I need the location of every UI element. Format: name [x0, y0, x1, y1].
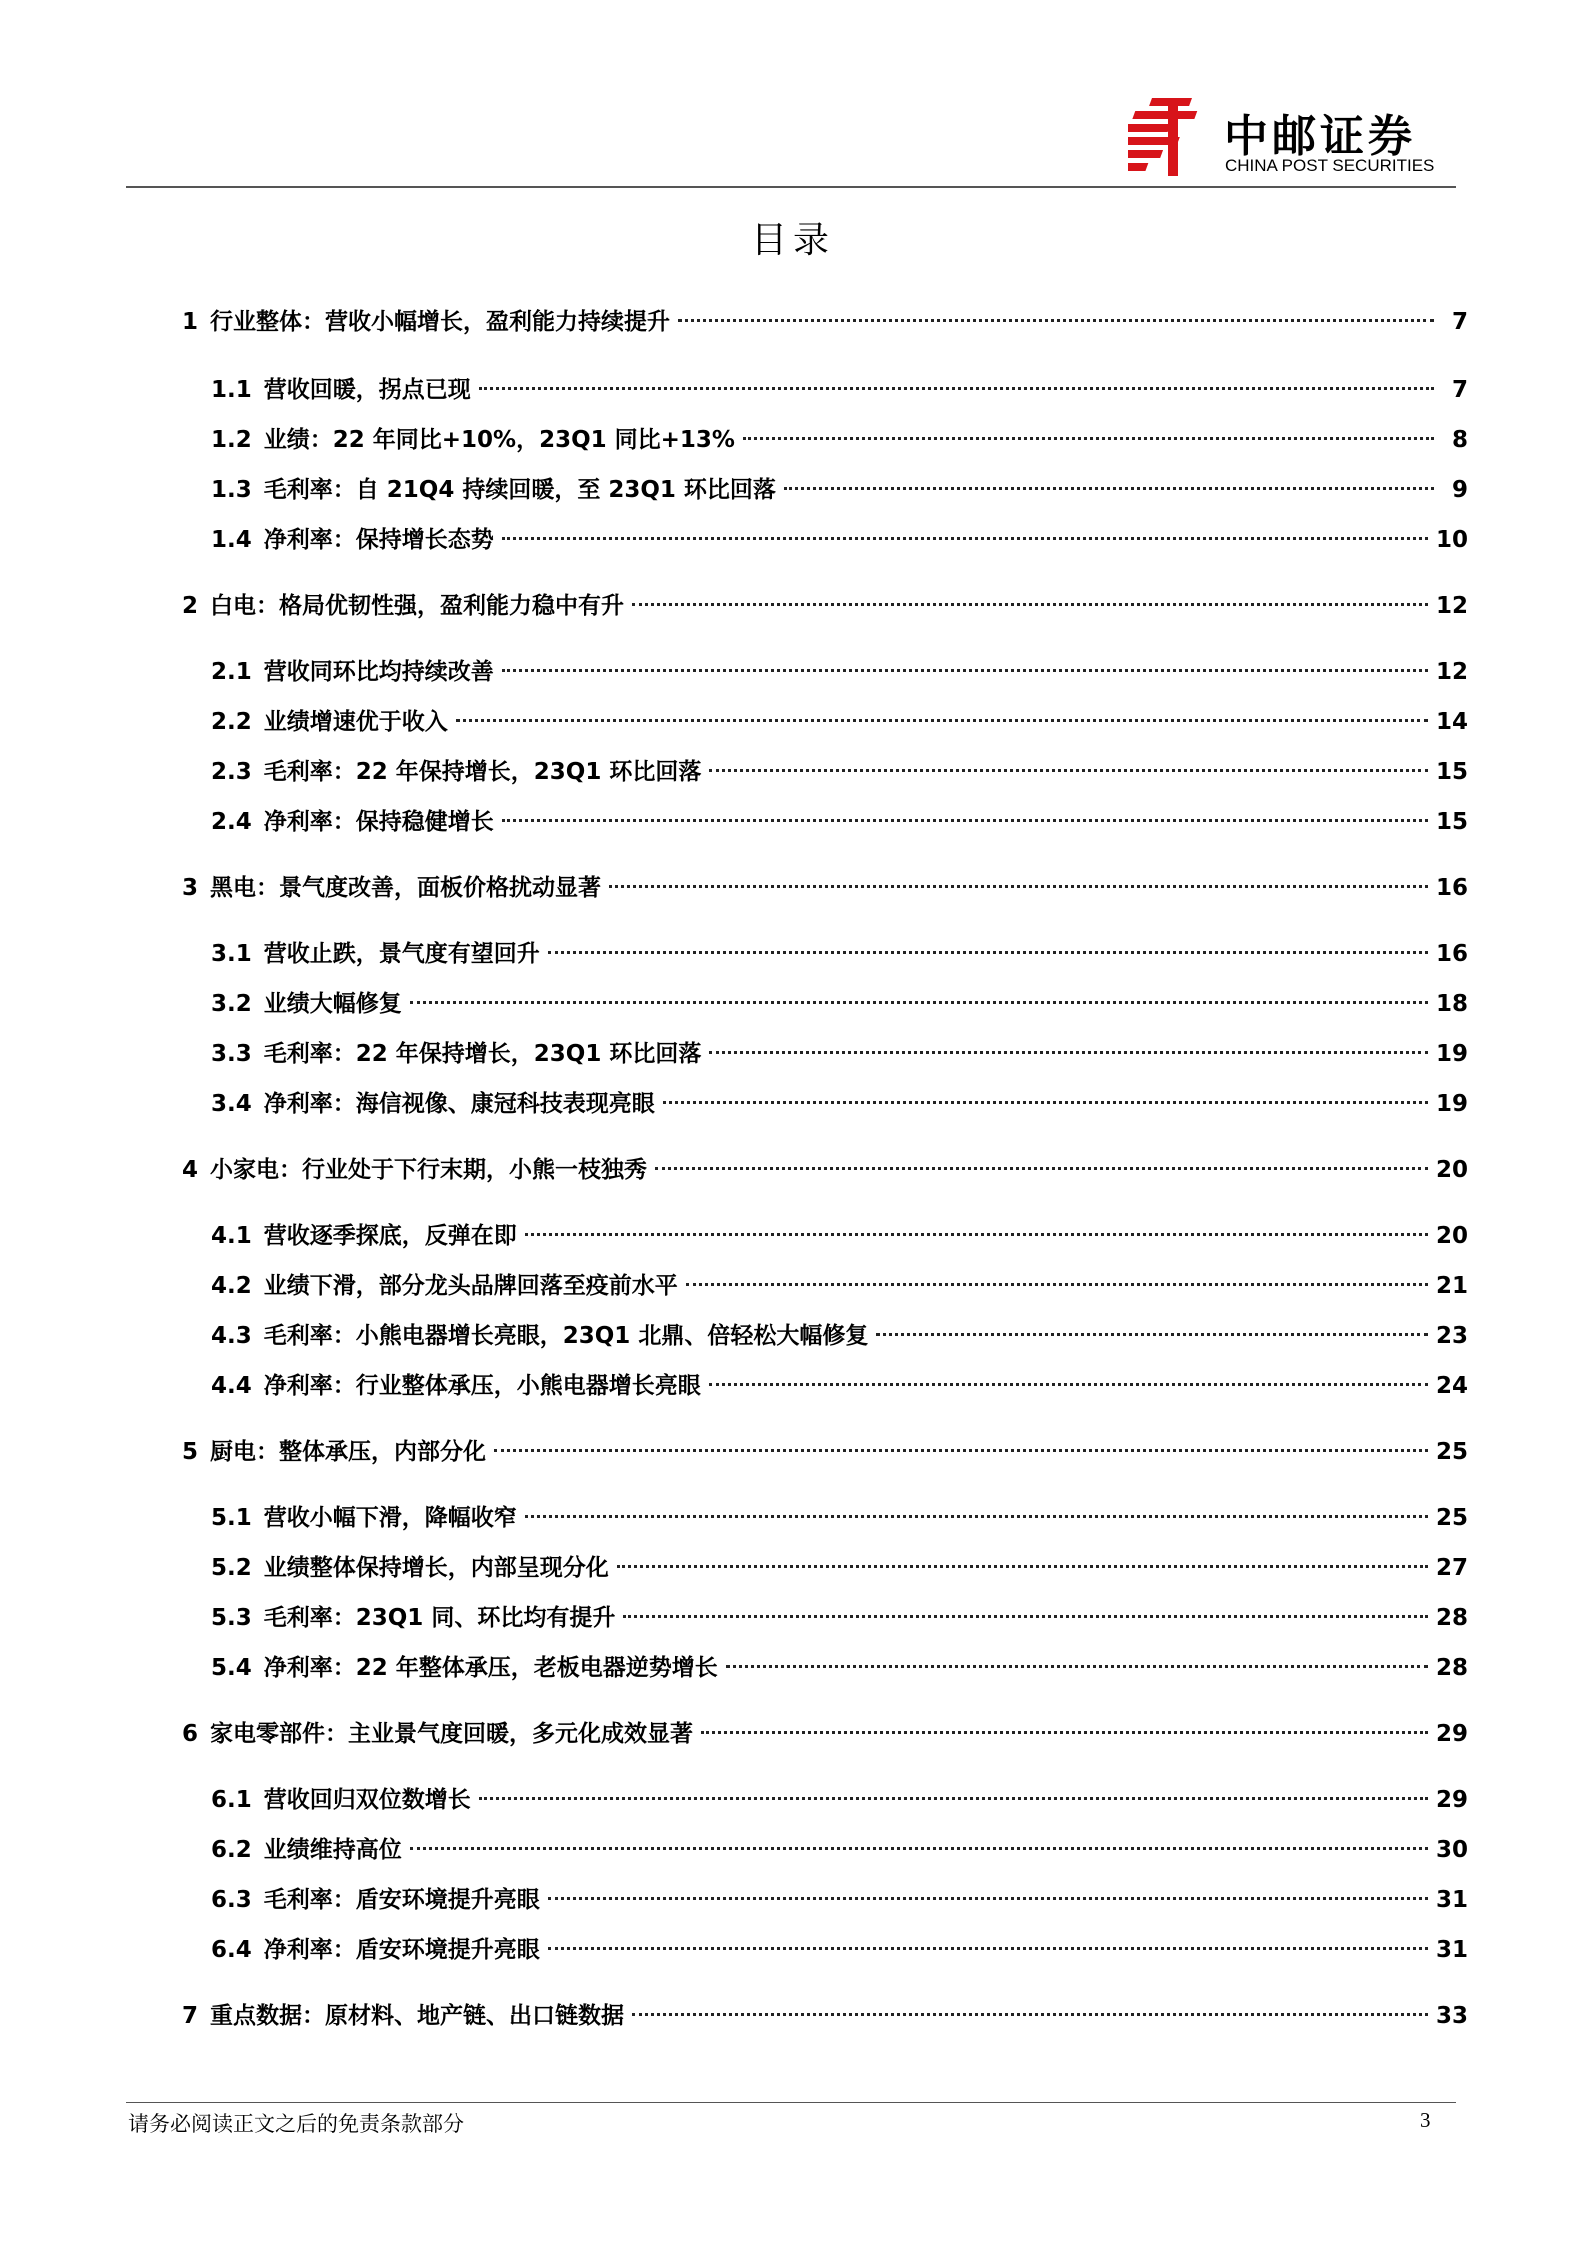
- page-number: 3: [1420, 2108, 1431, 2132]
- toc-number: 4.1: [211, 1223, 252, 1249]
- toc-text: 毛利率：22 年保持增长，23Q1 环比回落: [263, 759, 702, 785]
- toc-page: 30: [1435, 1837, 1468, 1863]
- toc-entry[interactable]: [211, 1834, 1468, 1866]
- toc-text: 行业整体：营收小幅增长，盈利能力持续提升: [210, 309, 671, 335]
- toc-number: 6.3: [211, 1887, 252, 1913]
- toc-number: 2.2: [211, 709, 252, 735]
- toc-number: 3.1: [211, 941, 252, 967]
- toc-entry[interactable]: [182, 590, 1468, 622]
- toc-page: 29: [1435, 1721, 1468, 1747]
- disclaimer-note: 请务必阅读正文之后的免责条款部分: [128, 2112, 464, 2136]
- toc-entry[interactable]: [211, 938, 1468, 970]
- toc-page: 16: [1435, 941, 1468, 967]
- toc-text: 净利率：保持增长态势: [263, 527, 494, 553]
- toc-entry[interactable]: [211, 1934, 1468, 1966]
- toc-number: 7: [182, 2003, 199, 2029]
- toc-text: 业绩整体保持增长，内部呈现分化: [263, 1555, 609, 1581]
- toc-leader: [678, 319, 1434, 322]
- toc-number: 3.2: [211, 991, 252, 1017]
- toc-text: 业绩维持高位: [263, 1837, 402, 1863]
- toc-text: 营收同环比均持续改善: [263, 659, 494, 685]
- toc-number: 1.4: [211, 527, 252, 553]
- toc-text: 黑电：景气度改善，面板价格扰动显著: [210, 875, 602, 901]
- toc-text: 小家电：行业处于下行末期，小熊一枝独秀: [210, 1157, 648, 1183]
- brand-name-cn: 中邮证券: [1224, 111, 1416, 162]
- toc-page: 33: [1435, 2003, 1468, 2029]
- toc-number: 5.4: [211, 1655, 252, 1681]
- toc-page: 28: [1435, 1605, 1468, 1631]
- toc-number: 2.3: [211, 759, 252, 785]
- toc-number: 1.1: [211, 377, 252, 403]
- toc-entry[interactable]: [211, 1602, 1468, 1634]
- toc-page: 20: [1435, 1223, 1468, 1249]
- toc-page: 10: [1435, 527, 1468, 553]
- toc-entry[interactable]: [211, 1270, 1468, 1302]
- toc-text: 厨电：整体承压，内部分化: [210, 1439, 487, 1465]
- toc-text: 营收小幅下滑，降幅收窄: [263, 1505, 517, 1531]
- toc-page: 18: [1435, 991, 1468, 1017]
- toc-number: 5: [182, 1439, 199, 1465]
- toc-leader: [548, 1947, 1428, 1950]
- page-title: 目录: [750, 220, 835, 261]
- toc-page: 15: [1435, 759, 1468, 785]
- toc-leader: [623, 1615, 1428, 1618]
- toc-text: 营收回暖，拐点已现: [263, 377, 471, 403]
- toc-entry[interactable]: [211, 1320, 1468, 1352]
- toc-text: 净利率：盾安环境提升亮眼: [263, 1937, 540, 1963]
- toc-number: 3.4: [211, 1091, 252, 1117]
- toc-page: 8: [1451, 427, 1468, 453]
- toc-page: 19: [1435, 1041, 1468, 1067]
- toc-entry[interactable]: [182, 1436, 1468, 1468]
- toc-leader: [502, 537, 1428, 540]
- toc-entry[interactable]: [211, 1652, 1468, 1684]
- toc-entry[interactable]: [182, 306, 1468, 338]
- toc-leader: [609, 885, 1428, 888]
- toc-text: 营收逐季探底，反弹在即: [263, 1223, 517, 1249]
- toc-number: 2.1: [211, 659, 252, 685]
- toc-page: 31: [1435, 1887, 1468, 1913]
- toc-leader: [548, 1897, 1428, 1900]
- toc-leader: [632, 2013, 1428, 2016]
- toc-leader: [784, 487, 1434, 490]
- china-post-logo-icon: [1128, 98, 1210, 180]
- toc-leader: [726, 1665, 1428, 1668]
- toc-number: 1.3: [211, 477, 252, 503]
- toc-page: 28: [1435, 1655, 1468, 1681]
- toc-leader: [663, 1101, 1428, 1104]
- toc-page: 19: [1435, 1091, 1468, 1117]
- toc-leader: [410, 1001, 1428, 1004]
- toc-leader: [632, 603, 1428, 606]
- toc-page: 21: [1435, 1273, 1468, 1299]
- toc-text: 毛利率：22 年保持增长，23Q1 环比回落: [263, 1041, 702, 1067]
- toc-number: 3.3: [211, 1041, 252, 1067]
- toc-number: 6.2: [211, 1837, 252, 1863]
- toc-entry[interactable]: [211, 706, 1468, 738]
- toc-entry[interactable]: [211, 1884, 1468, 1916]
- toc-number: 4.3: [211, 1323, 252, 1349]
- toc-number: 1: [182, 309, 199, 335]
- footer-divider: [126, 2102, 1456, 2103]
- toc-leader: [502, 669, 1428, 672]
- toc-number: 2.4: [211, 809, 252, 835]
- toc-page: 14: [1435, 709, 1468, 735]
- toc-page: 16: [1435, 875, 1468, 901]
- toc-page: 12: [1435, 593, 1468, 619]
- toc-text: 营收回归双位数增长: [263, 1787, 471, 1813]
- toc-text: 净利率：海信视像、康冠科技表现亮眼: [263, 1091, 655, 1117]
- toc-leader: [686, 1283, 1428, 1286]
- toc-page: 29: [1435, 1787, 1468, 1813]
- toc-number: 4.2: [211, 1273, 252, 1299]
- toc-page: 24: [1435, 1373, 1468, 1399]
- toc-page: 7: [1451, 309, 1468, 335]
- toc-entry[interactable]: [182, 1718, 1468, 1750]
- toc-text: 净利率：行业整体承压，小熊电器增长亮眼: [263, 1373, 701, 1399]
- toc-page: 25: [1435, 1505, 1468, 1531]
- toc-text: 业绩增速优于收入: [263, 709, 448, 735]
- toc-entry[interactable]: [182, 1154, 1468, 1186]
- toc-entry[interactable]: [211, 374, 1468, 406]
- toc-entry[interactable]: [211, 1370, 1468, 1402]
- toc-leader: [479, 387, 1434, 390]
- toc-number: 6.1: [211, 1787, 252, 1813]
- toc-leader: [502, 819, 1428, 822]
- toc-text: 业绩：22 年同比+10%，23Q1 同比+13%: [263, 427, 735, 453]
- toc-entry[interactable]: [211, 756, 1468, 788]
- toc-entry[interactable]: [211, 424, 1468, 456]
- toc-entry[interactable]: [211, 988, 1468, 1020]
- toc-number: 2: [182, 593, 199, 619]
- toc-number: 6.4: [211, 1937, 252, 1963]
- toc-number: 6: [182, 1721, 199, 1747]
- toc-entry[interactable]: [211, 1088, 1468, 1120]
- toc-number: 5.3: [211, 1605, 252, 1631]
- toc-leader: [479, 1797, 1428, 1800]
- toc-text: 毛利率：小熊电器增长亮眼，23Q1 北鼎、倍轻松大幅修复: [263, 1323, 869, 1349]
- toc-entry[interactable]: [211, 524, 1468, 556]
- toc-number: 5.1: [211, 1505, 252, 1531]
- toc-leader: [709, 1383, 1428, 1386]
- toc-text: 毛利率：盾安环境提升亮眼: [263, 1887, 540, 1913]
- toc-leader: [709, 769, 1428, 772]
- toc-leader: [743, 437, 1434, 440]
- toc-entry[interactable]: [211, 474, 1468, 506]
- toc-text: 家电零部件：主业景气度回暖，多元化成效显著: [210, 1721, 694, 1747]
- toc-leader: [876, 1333, 1428, 1336]
- toc-entry[interactable]: [211, 1784, 1468, 1816]
- toc-number: 4.4: [211, 1373, 252, 1399]
- toc-page: 27: [1435, 1555, 1468, 1581]
- toc-page: 7: [1451, 377, 1468, 403]
- toc-text: 重点数据：原材料、地产链、出口链数据: [210, 2003, 625, 2029]
- toc-text: 业绩大幅修复: [263, 991, 402, 1017]
- toc-page: 20: [1435, 1157, 1468, 1183]
- toc-leader: [494, 1449, 1428, 1452]
- toc-entry[interactable]: [211, 1502, 1468, 1534]
- toc-entry[interactable]: [211, 1220, 1468, 1252]
- toc-text: 毛利率：23Q1 同、环比均有提升: [263, 1605, 616, 1631]
- toc-page: 25: [1435, 1439, 1468, 1465]
- toc-page: 9: [1451, 477, 1468, 503]
- toc-page: 23: [1435, 1323, 1468, 1349]
- toc-leader: [617, 1565, 1428, 1568]
- toc-text: 毛利率：自 21Q4 持续回暖，至 23Q1 环比回落: [263, 477, 776, 503]
- toc-page: 31: [1435, 1937, 1468, 1963]
- toc-text: 营收止跌，景气度有望回升: [263, 941, 540, 967]
- toc-entry[interactable]: [182, 872, 1468, 904]
- toc-text: 白电：格局优韧性强，盈利能力稳中有升: [210, 593, 625, 619]
- toc-leader: [456, 719, 1428, 722]
- toc-number: 4: [182, 1157, 199, 1183]
- toc-leader: [709, 1051, 1428, 1054]
- toc-page: 12: [1435, 659, 1468, 685]
- toc-leader: [655, 1167, 1428, 1170]
- toc-leader: [548, 951, 1428, 954]
- toc-number: 1.2: [211, 427, 252, 453]
- toc-number: 3: [182, 875, 199, 901]
- toc-text: 净利率：22 年整体承压，老板电器逆势增长: [263, 1655, 718, 1681]
- toc-entry[interactable]: [211, 1552, 1468, 1584]
- toc-leader: [525, 1233, 1428, 1236]
- toc-text: 业绩下滑，部分龙头品牌回落至疫前水平: [263, 1273, 678, 1299]
- toc-page: 15: [1435, 809, 1468, 835]
- brand-name-en: CHINA POST SECURITIES: [1225, 156, 1435, 175]
- toc-leader: [701, 1731, 1428, 1734]
- toc-entry[interactable]: [182, 2000, 1468, 2032]
- toc-entry[interactable]: [211, 656, 1468, 688]
- toc-number: 5.2: [211, 1555, 252, 1581]
- toc-text: 净利率：保持稳健增长: [263, 809, 494, 835]
- toc-leader: [410, 1847, 1428, 1850]
- header-divider: [126, 186, 1456, 188]
- company-logo: [1128, 98, 1478, 180]
- toc-entry[interactable]: [211, 1038, 1468, 1070]
- toc-entry[interactable]: [211, 806, 1468, 838]
- toc-leader: [525, 1515, 1428, 1518]
